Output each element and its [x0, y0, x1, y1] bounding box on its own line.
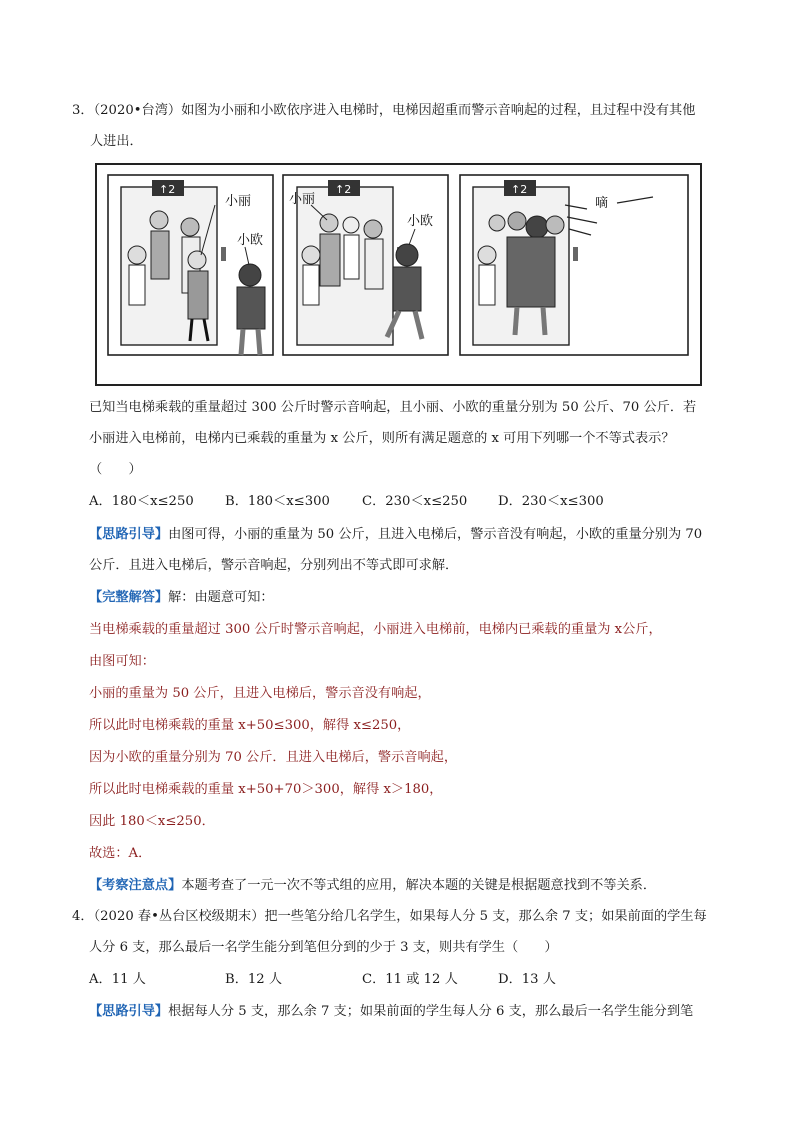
q3-option-b: B．180＜x≤300 — [225, 494, 330, 509]
q3-source: （2020•台湾） — [93, 103, 182, 118]
q4-number: 4． — [72, 909, 94, 924]
q3-text-line1: 如图为小丽和小欧依序进入电梯时，电梯因超重而警示音响起的过程，且过程中没有其他 — [181, 103, 696, 118]
q4-hint-text1: 根据每人分 5 支，那么余 7 支；如果前面的学生每人分 6 支，那么最后一名学生能分到笔 — [168, 1004, 694, 1019]
q4-hint-line1 — [89, 1002, 693, 1022]
q4-option-b: B．12 人 — [225, 972, 283, 987]
q4-option-a: A．11 人 — [89, 972, 146, 987]
q3-option-d: D．230＜x≤300 — [498, 494, 604, 509]
label-xiaoli-2: 小丽 — [289, 192, 316, 207]
q3-hint-line1 — [89, 525, 702, 545]
q3-hint-line2: 公斤．且进入电梯后，警示音响起，分别列出不等式即可求解． — [89, 558, 459, 573]
q4-option-d: D．13 人 — [498, 972, 556, 987]
q4-hint-tag: 【思路引导】 — [89, 1004, 169, 1019]
floor-indicator: ↑2 — [511, 183, 528, 196]
label-di: 嘀 — [595, 196, 609, 211]
q3-blank: （ ） — [89, 462, 142, 477]
label-xiaoou-2: 小欧 — [407, 214, 434, 229]
panel-2 — [283, 175, 448, 355]
q4-text-line1: 把一些笔分给几名学生，如果每人分 5 支，那么余 7 支；如果前面的学生每 — [264, 909, 707, 924]
q3-note-line — [89, 876, 656, 896]
q3-solution-line3: 小丽的重量为 50 公斤，且进入电梯后，警示音没有响起， — [89, 686, 431, 701]
label-xiaoou-1: 小欧 — [237, 233, 264, 248]
q3-number: 3． — [72, 103, 94, 118]
q3-answer-head — [89, 588, 274, 608]
q3-answer-intro: 解：由题意可知： — [168, 590, 274, 605]
label-xiaoli-1: 小丽 — [225, 194, 252, 209]
q4-line1 — [72, 907, 707, 927]
q3-answer-tag: 【完整解答】 — [89, 590, 169, 605]
q3-solution-line5: 因为小欧的重量分别为 70 公斤．且进入电梯后，警示音响起， — [89, 750, 458, 765]
panel-1 — [108, 175, 273, 355]
floor-indicator: ↑2 — [335, 183, 352, 196]
q3-solution-line1: 当电梯乘载的重量超过 300 公斤时警示音响起，小丽进入电梯前，电梯内已乘载的重量为 x公斤， — [89, 622, 662, 637]
panel-3 — [460, 175, 688, 355]
q3-note-tag: 【考察注意点】 — [89, 878, 182, 893]
q3-line1 — [72, 101, 695, 121]
q3-solution-line6: 所以此时电梯乘载的重量 x+50+70＞300，解得 x＞180， — [89, 782, 443, 797]
q3-option-c: C．230＜x≤250 — [362, 494, 468, 509]
elevator-figure — [95, 163, 702, 386]
q4-option-c: C．11 或 12 人 — [362, 972, 458, 987]
q4-source: （2020 春•丛台区校级期末） — [93, 909, 265, 924]
q3-line2: 人进出． — [90, 134, 143, 149]
q3-hint-tag: 【思路引导】 — [89, 527, 169, 542]
q3-stem-line1: 已知当电梯乘载的重量超过 300 公斤时警示音响起，且小丽、小欧的重量分别为 50 公斤、70 公斤．若 — [89, 400, 697, 415]
q3-stem-line2: 小丽进入电梯前，电梯内已乘载的重量为 x 公斤，则所有满足题意的 x 可用下列哪一个不等式表示？ — [89, 431, 675, 446]
q3-solution-line8: 故选：A． — [89, 846, 152, 861]
floor-indicator: ↑2 — [159, 183, 176, 196]
q3-solution-line7: 因此 180＜x≤250． — [89, 814, 215, 829]
q3-solution-line2: 由图可知： — [89, 654, 155, 669]
q3-hint-text1: 由图可得，小丽的重量为 50 公斤，且进入电梯后，警示音没有响起，小欧的重量分别为 70 — [168, 527, 703, 542]
q4-line2: 人分 6 支，那么最后一名学生能分到笔但分到的少于 3 支，则共有学生（ ） — [89, 940, 558, 955]
elevator-comic — [97, 165, 700, 384]
q3-solution-line4: 所以此时电梯乘载的重量 x+50≤300，解得 x≤250， — [89, 718, 411, 733]
q3-note-text: 本题考查了一元一次不等式组的应用，解决本题的关键是根据题意找到不等关系． — [181, 878, 657, 893]
q3-option-a: A．180＜x≤250 — [89, 494, 194, 509]
